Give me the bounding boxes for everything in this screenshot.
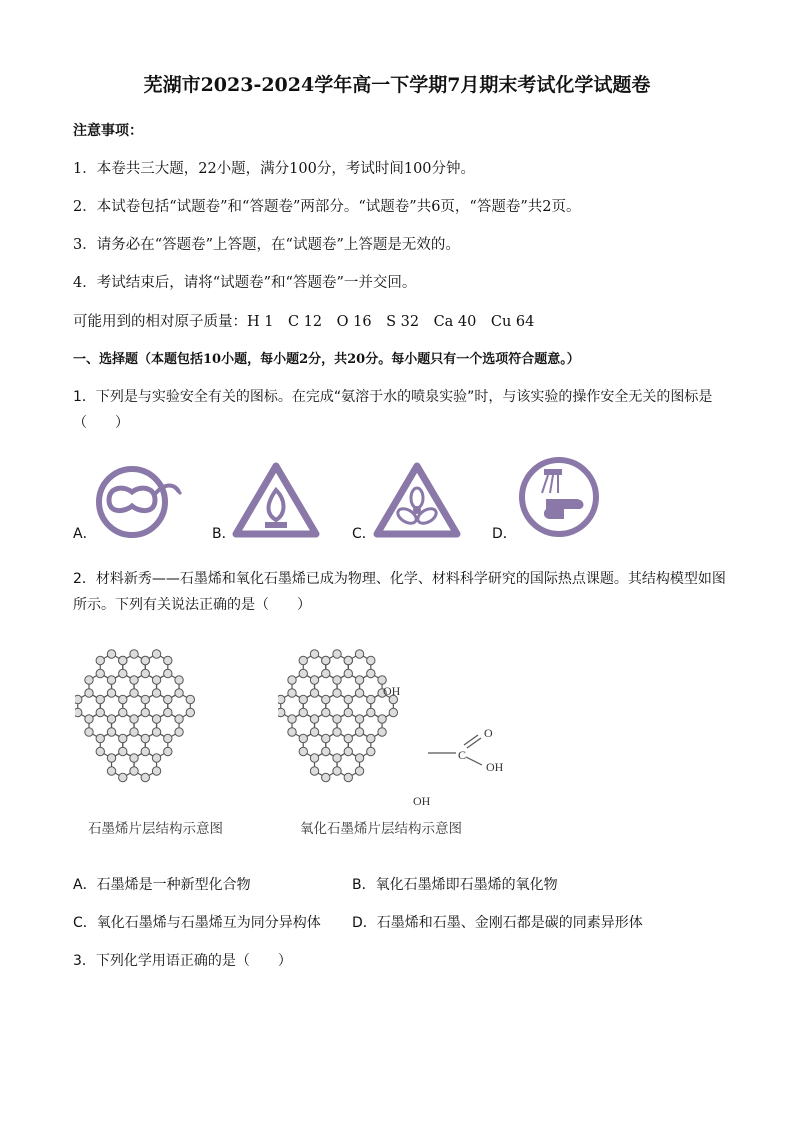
- lattice-atom: [322, 773, 330, 781]
- note-item-4: 4．考试结束后，请将“试题卷”和“答题卷”一并交回。: [73, 275, 417, 291]
- lattice-atom: [355, 754, 363, 762]
- lattice-atom: [175, 676, 183, 684]
- lattice-atom: [378, 728, 386, 736]
- lattice-atom: [119, 747, 127, 755]
- lattice-atom: [288, 715, 296, 723]
- lattice-atom: [107, 676, 115, 684]
- lattice-atom: [378, 715, 386, 723]
- lattice-atom: [75, 708, 82, 716]
- lattice-atom: [107, 728, 115, 736]
- lattice-atom: [344, 773, 352, 781]
- lattice-atom: [130, 715, 138, 723]
- page-title: 芜湖市2023-2024学年高一下学期7月期末考试化学试题卷: [143, 74, 651, 96]
- oh-label-bottom: OH: [413, 794, 431, 808]
- lattice-atom: [367, 734, 375, 742]
- lattice-atom: [152, 767, 160, 775]
- lattice-atom: [130, 767, 138, 775]
- lattice-atom: [85, 715, 93, 723]
- lattice-atom: [299, 669, 307, 677]
- lattice-atom: [141, 669, 149, 677]
- q2-option-c: C．氧化石墨烯与石墨烯互为同分异构体: [73, 915, 321, 931]
- lattice-atom: [164, 747, 172, 755]
- lattice-atom: [96, 708, 104, 716]
- lattice-atom: [164, 669, 172, 677]
- lattice-atom: [367, 656, 375, 664]
- lattice-atom: [288, 689, 296, 697]
- lattice-atom: [130, 754, 138, 762]
- lattice-atom: [322, 734, 330, 742]
- lattice-atom: [85, 728, 93, 736]
- c-label: C: [458, 748, 467, 762]
- q2-text-line2: 所示。下列有关说法正确的是（ ）: [73, 597, 311, 613]
- lattice-atom: [344, 734, 352, 742]
- oh-label-right: OH: [486, 760, 504, 774]
- carboxyl-bond: [467, 738, 481, 748]
- lattice-atom: [389, 708, 397, 716]
- lattice-atom: [310, 715, 318, 723]
- lattice-atom: [107, 754, 115, 762]
- lattice-atom: [333, 754, 341, 762]
- lattice-atom: [299, 656, 307, 664]
- lattice-atom: [85, 689, 93, 697]
- note-item-2: 2．本试卷包括“试题卷”和“答题卷”两部分。“试题卷”共6页，“答题卷”共2页。: [73, 199, 581, 215]
- lattice-atom: [119, 773, 127, 781]
- lattice-atom: [96, 734, 104, 742]
- lattice-atom: [107, 767, 115, 775]
- q1-option-b-label: B．: [212, 526, 236, 542]
- lattice-atom: [344, 669, 352, 677]
- carboxyl-bond: [466, 757, 482, 765]
- lattice-atom: [141, 773, 149, 781]
- lattice-atom: [355, 767, 363, 775]
- lattice-atom: [85, 676, 93, 684]
- lattice-atom: [344, 708, 352, 716]
- q2-option-a: A．石墨烯是一种新型化合物: [73, 877, 251, 893]
- graphene-diagram: [75, 645, 265, 814]
- oh-label-top: OH: [383, 684, 401, 698]
- lattice-atom: [322, 656, 330, 664]
- lattice-atom: [107, 689, 115, 697]
- lattice-atom: [141, 656, 149, 664]
- lattice-atom: [344, 656, 352, 664]
- goggles-icon: [95, 462, 185, 546]
- note-item-1: 1．本卷共三大题，22小题，满分100分，考试时间100分钟。: [73, 161, 476, 177]
- lattice-atom: [310, 754, 318, 762]
- lattice-atom: [333, 689, 341, 697]
- atomic-masses: 可能用到的相对原子质量：H 1 C 12 O 16 S 32 Ca 40 Cu 64: [73, 314, 535, 330]
- lattice-atom: [186, 695, 194, 703]
- lattice-atom: [141, 747, 149, 755]
- lattice-atom: [322, 695, 330, 703]
- lattice-atom: [355, 676, 363, 684]
- lattice-atom: [299, 708, 307, 716]
- lattice-atom: [164, 656, 172, 664]
- lattice-atom: [152, 676, 160, 684]
- lattice-atom: [152, 650, 160, 658]
- lattice-atom: [119, 669, 127, 677]
- q1-option-a-label: A．: [73, 526, 97, 542]
- fan-icon: [373, 460, 461, 544]
- note-item-3: 3．请务必在“答题卷”上答题，在“试题卷”上答题是无效的。: [73, 237, 460, 253]
- q1-text-line2: （ ）: [73, 415, 129, 431]
- o-label: O: [484, 726, 493, 740]
- lattice-atom: [96, 747, 104, 755]
- lattice-atom: [130, 676, 138, 684]
- q1-option-d-label: D．: [492, 526, 517, 542]
- lattice-atom: [333, 715, 341, 723]
- lattice-atom: [355, 689, 363, 697]
- lattice-atom: [141, 734, 149, 742]
- q1-option-c-label: C．: [352, 526, 376, 542]
- lattice-atom: [378, 676, 386, 684]
- lattice-atom: [130, 728, 138, 736]
- lattice-atom: [175, 715, 183, 723]
- q3-text-line1: 3．下列化学用语正确的是（ ）: [73, 953, 292, 969]
- lattice-atom: [310, 689, 318, 697]
- lattice-atom: [367, 708, 375, 716]
- lattice-atom: [141, 695, 149, 703]
- lattice-atom: [119, 656, 127, 664]
- lattice-atom: [96, 695, 104, 703]
- lattice-atom: [278, 708, 285, 716]
- lattice-atom: [355, 715, 363, 723]
- lattice-atom: [288, 676, 296, 684]
- lattice-atom: [333, 728, 341, 736]
- lattice-atom: [130, 689, 138, 697]
- lattice-atom: [333, 676, 341, 684]
- notes-heading: 注意事项：: [73, 123, 143, 139]
- lattice-atom: [186, 708, 194, 716]
- lattice-atom: [310, 767, 318, 775]
- lattice-atom: [119, 734, 127, 742]
- lattice-atom: [96, 669, 104, 677]
- hand-washing-icon: [514, 455, 604, 543]
- lattice-atom: [119, 708, 127, 716]
- lattice-atom: [299, 747, 307, 755]
- lattice-atom: [119, 695, 127, 703]
- lattice-atom: [75, 695, 82, 703]
- lattice-atom: [96, 656, 104, 664]
- lattice-atom: [367, 695, 375, 703]
- lattice-atom: [344, 695, 352, 703]
- lattice-atom: [367, 747, 375, 755]
- lattice-atom: [107, 715, 115, 723]
- lattice-atom: [141, 708, 149, 716]
- q2-option-d: D．石墨烯和石墨、金刚石都是碳的同素异形体: [352, 915, 643, 931]
- lattice-atom: [175, 689, 183, 697]
- lattice-atom: [310, 728, 318, 736]
- lattice-atom: [299, 734, 307, 742]
- lattice-atom: [164, 734, 172, 742]
- lattice-atom: [310, 650, 318, 658]
- lattice-atom: [355, 650, 363, 658]
- lattice-atom: [310, 676, 318, 684]
- lattice-atom: [152, 754, 160, 762]
- lattice-atom: [333, 767, 341, 775]
- lattice-atom: [333, 650, 341, 658]
- lattice-atom: [344, 747, 352, 755]
- lattice-atom: [355, 728, 363, 736]
- lattice-atom: [322, 669, 330, 677]
- graphene-oxide-diagram: [278, 645, 518, 814]
- lattice-atom: [164, 708, 172, 716]
- q1-text-line1: 1．下列是与实验安全有关的图标。在完成“氨溶于水的喷泉实验”时，与该实验的操作安全无关的图标是: [73, 389, 713, 405]
- q2-text-line1: 2．材料新秀——石墨烯和氧化石墨烯已成为物理、化学、材料科学研究的国际热点课题。其结构模型如图: [73, 571, 726, 587]
- lattice-atom: [322, 708, 330, 716]
- lattice-atom: [299, 695, 307, 703]
- lattice-atom: [322, 747, 330, 755]
- lattice-atom: [164, 695, 172, 703]
- lattice-atom: [130, 650, 138, 658]
- lattice-atom: [152, 715, 160, 723]
- lattice-atom: [175, 728, 183, 736]
- section-heading: 一、选择题（本题包括10小题，每小题2分，共20分。每小题只有一个选项符合题意。）: [73, 352, 580, 367]
- lattice-atom: [152, 689, 160, 697]
- q2-option-b: B．氧化石墨烯即石墨烯的氧化物: [352, 877, 558, 893]
- lattice-atom: [288, 728, 296, 736]
- lattice-atom: [367, 669, 375, 677]
- graphene-oxide-caption: 氧化石墨烯片层结构示意图: [300, 821, 462, 837]
- lattice-atom: [152, 728, 160, 736]
- flame-icon: [232, 460, 320, 544]
- carboxyl-bond: [464, 735, 478, 745]
- lattice-atom: [278, 695, 285, 703]
- graphene-caption: 石墨烯片层结构示意图: [88, 821, 223, 837]
- lattice-atom: [107, 650, 115, 658]
